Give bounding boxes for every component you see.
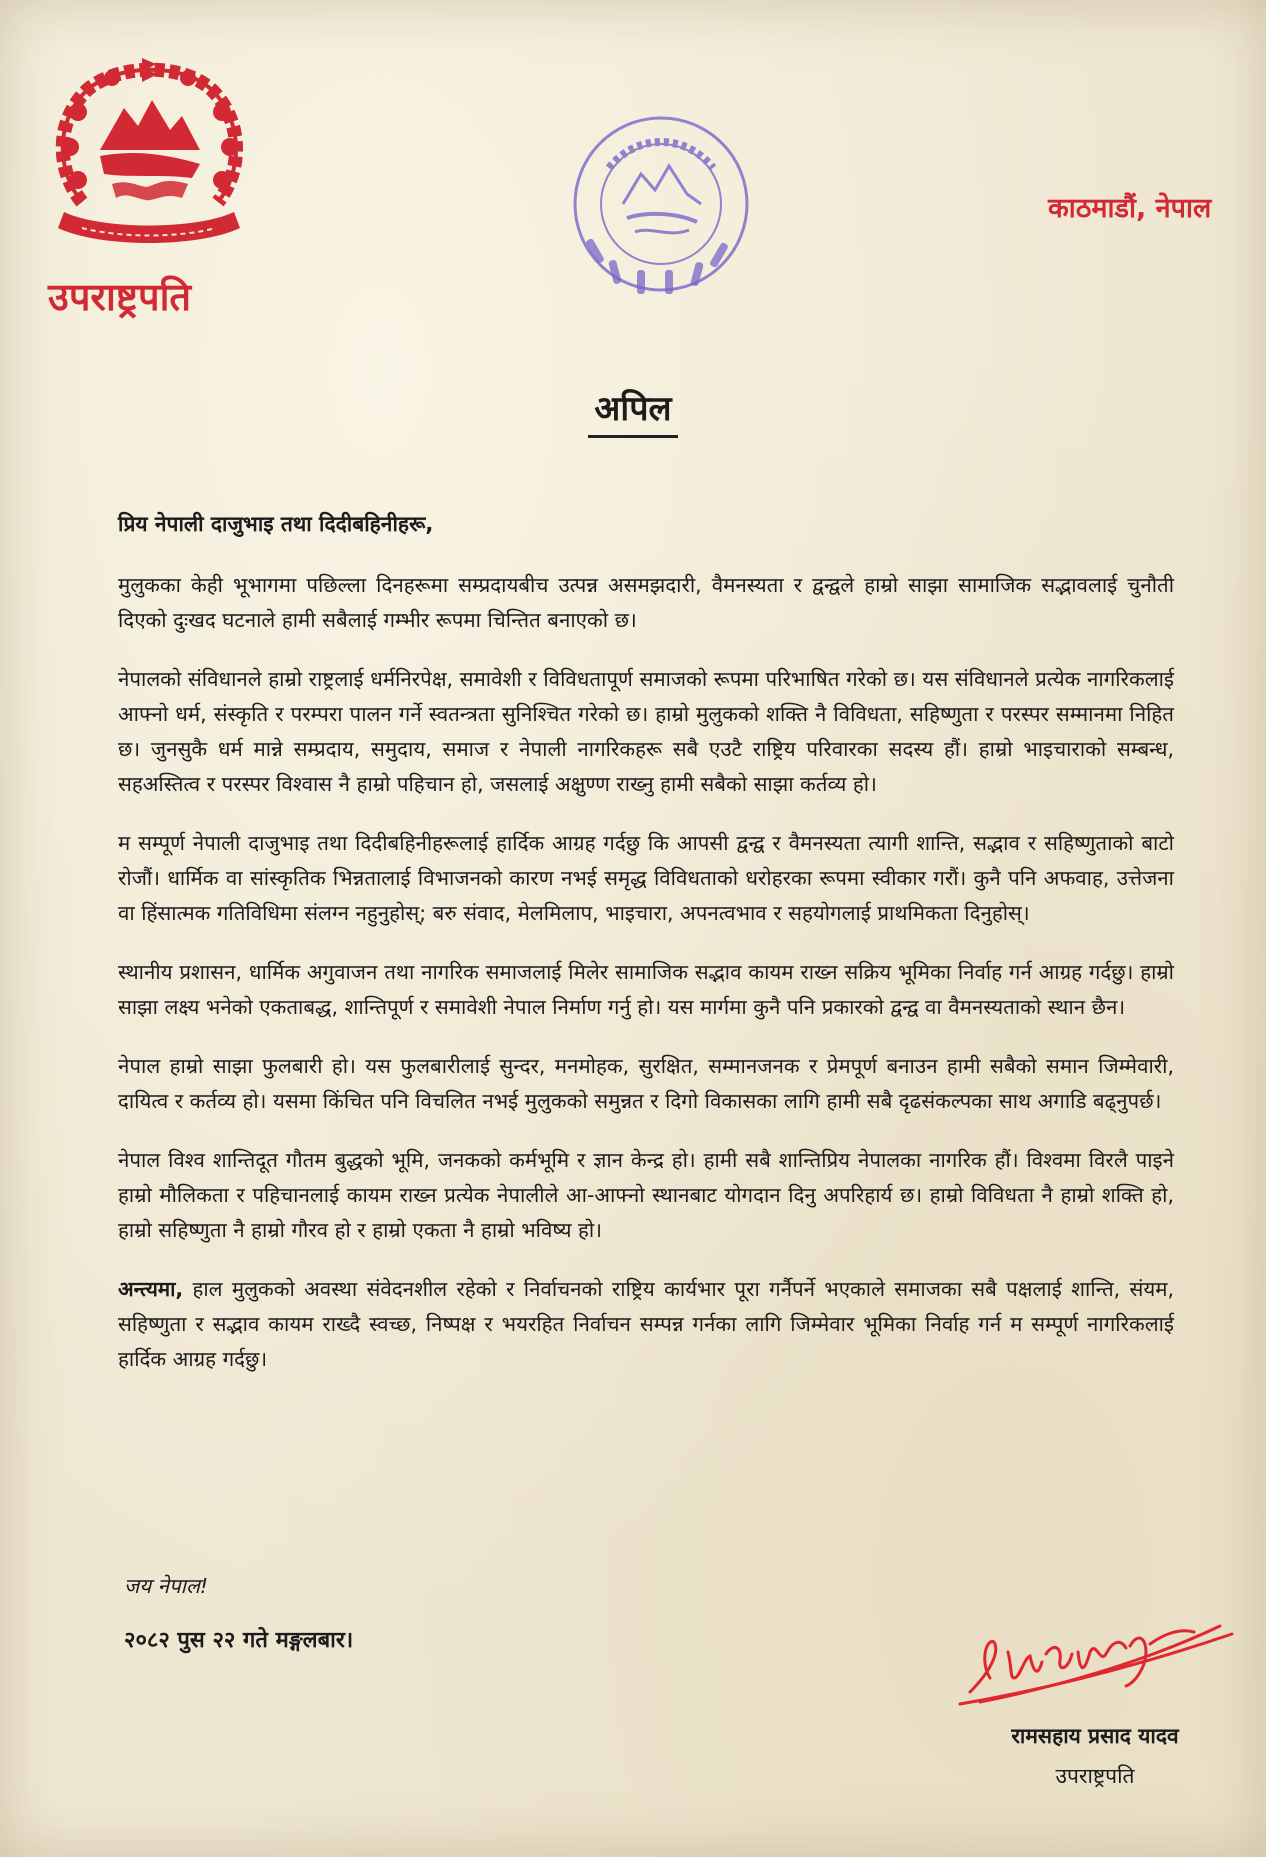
signer-name: रामसहाय प्रसाद यादव: [1011, 1724, 1179, 1748]
paragraph-1: मुलुकका केही भूभागमा पछिल्ला दिनहरूमा सम्प्रदायबीच उत्पन्न असमझदारी, वैमनस्यता र द्वन्द्वले हाम्रो साझा सामाजिक सद्भावलाई चुनौती दिएको दुःखद घटनाले हामी सबैलाई गम्भीर रूपमा चिन्तित बनाएको छ।: [118, 573, 1174, 632]
paragraph-4: स्थानीय प्रशासन, धार्मिक अगुवाजन तथा नागरिक समाजलाई मिलेर सामाजिक सद्भाव कायम राख्न सक्रिय भूमिका निर्वाह गर्न आग्रह गर्दछु। हाम्रो साझा लक्ष्य भनेको एकताबद्ध, शान्तिपूर्ण र समावेशी नेपाल निर्माण गर्नु हो। यस मार्गमा कुनै पनि प्रकारको द्वन्द्व वा वैमनस्यताको स्थान छैन।: [118, 960, 1174, 1019]
closing-line: जय नेपाल!: [124, 1574, 209, 1598]
place-line: काठमाडौं, नेपाल: [1048, 193, 1212, 224]
signature-icon: [950, 1582, 1240, 1712]
final-lead: अन्त्यमा,: [118, 1277, 184, 1301]
letterhead-title: उपराष्ट्रपति: [48, 275, 192, 319]
paragraph-5: नेपाल हाम्रो साझा फुलबारी हो। यस फुलबारीलाई सुन्दर, मनमोहक, सुरक्षित, सम्मानजनक र प्रेमपूर्ण बनाउन हामी सबैको समान जिम्मेवारी, दायित्व र कर्तव्य हो। यसमा किंचित पनि विचलित नभई मुलुकको समुन्नत र दिगो विकासका लागि हामी सबै दृढसंकल्पका साथ अगाडि बढ्नुपर्छ।: [118, 1054, 1174, 1113]
final-text: हाल मुलुकको अवस्था संवेदनशील रहेको र निर्वाचनको राष्ट्रिय कार्यभार पूरा गर्नैपर्ने भएकाले समाजका सबै पक्षलाई शान्ति, संयम, सहिष्णुता र सद्भाव कायम राख्दै स्वच्छ, निष्पक्ष र भयरहित निर्वाचन सम्पन्न गर्नका लागि जिम्मेवार भूमिका निर्वाह गर्न म सम्पूर्ण नागरिकलाई हार्दिक आग्रह गर्दछु।: [118, 1277, 1174, 1371]
letter-heading: [0, 384, 1266, 430]
paragraph-3: म सम्पूर्ण नेपाली दाजुभाइ तथा दिदीबहिनीहरूलाई हार्दिक आग्रह गर्दछु कि आपसी द्वन्द्व र वैमनस्यता त्यागी शान्ति, सद्भाव र सहिष्णुताको बाटो रोजौं। धार्मिक वा सांस्कृतिक भिन्नतालाई विभाजनको कारण नभई समृद्ध विविधताको धरोहरका रूपमा स्वीकार गरौं। कुनै पनि अफवाह, उत्तेजना वा हिंसात्मक गतिविधिमा संलग्न नहुनुहोस्; बरु संवाद, मेलमिलाप, भाइचारा, अपनत्वभाव र सहयोगलाई प्राथमिकता दिनुहोस्।: [118, 831, 1174, 925]
heading-text: अपिल: [588, 389, 677, 438]
national-emblem-icon: [42, 52, 256, 252]
paragraph-2: नेपालको संविधानले हाम्रो राष्ट्रलाई धर्मनिरपेक्ष, समावेशी र विविधतापूर्ण समाजको रूपमा परिभाषित गरेको छ। यस संविधानले प्रत्येक नागरिकलाई आफ्नो धर्म, संस्कृति र परम्परा पालन गर्ने स्वतन्त्रता सुनिश्चित गरेको छ। हाम्रो मुलुकको शक्ति नै विविधता, सहिष्णुता र परस्पर सम्मानमा निहित छ। जुनसुकै धर्म मान्ने सम्प्रदाय, समुदाय, समाज र नेपाली नागरिकहरू सबै एउटै राष्ट्रिय परिवारका सदस्य हौं। हाम्रो भाइचाराको सम्बन्ध, सहअस्तित्व र परस्पर विश्वास नै हाम्रो पहिचान हो, जसलाई अक्षुण्ण राख्नु हामी सबैको साझा कर्तव्य हो।: [118, 667, 1174, 796]
paragraph-final: [118, 1272, 1174, 1377]
paragraph-6: नेपाल विश्व शान्तिदूत गौतम बुद्धको भूमि, जनकको कर्मभूमि र ज्ञान केन्द्र हो। हामी सबै शान्तिप्रिय नेपालका नागरिक हौं। विश्वमा विरलै पाइने हाम्रो मौलिकता र पहिचानलाई कायम राख्न प्रत्येक नेपालीले आ-आफ्नो स्थानबाट योगदान दिनु अपरिहार्य छ। हाम्रो विविधता नै हाम्रो शक्ति हो, हाम्रो सहिष्णुता नै हाम्रो गौरव हो र हाम्रो एकता नै हाम्रो भविष्य हो।: [118, 1148, 1174, 1242]
signer-title: उपराष्ट्रपति: [1055, 1764, 1135, 1788]
office-stamp-icon: [565, 108, 757, 308]
letter-date: २०८२ पुस २२ गते मङ्गलबार।: [124, 1628, 354, 1653]
letter-body: [118, 568, 1174, 1401]
salutation: प्रिय नेपाली दाजुभाइ तथा दिदीबहिनीहरू,: [118, 512, 434, 536]
